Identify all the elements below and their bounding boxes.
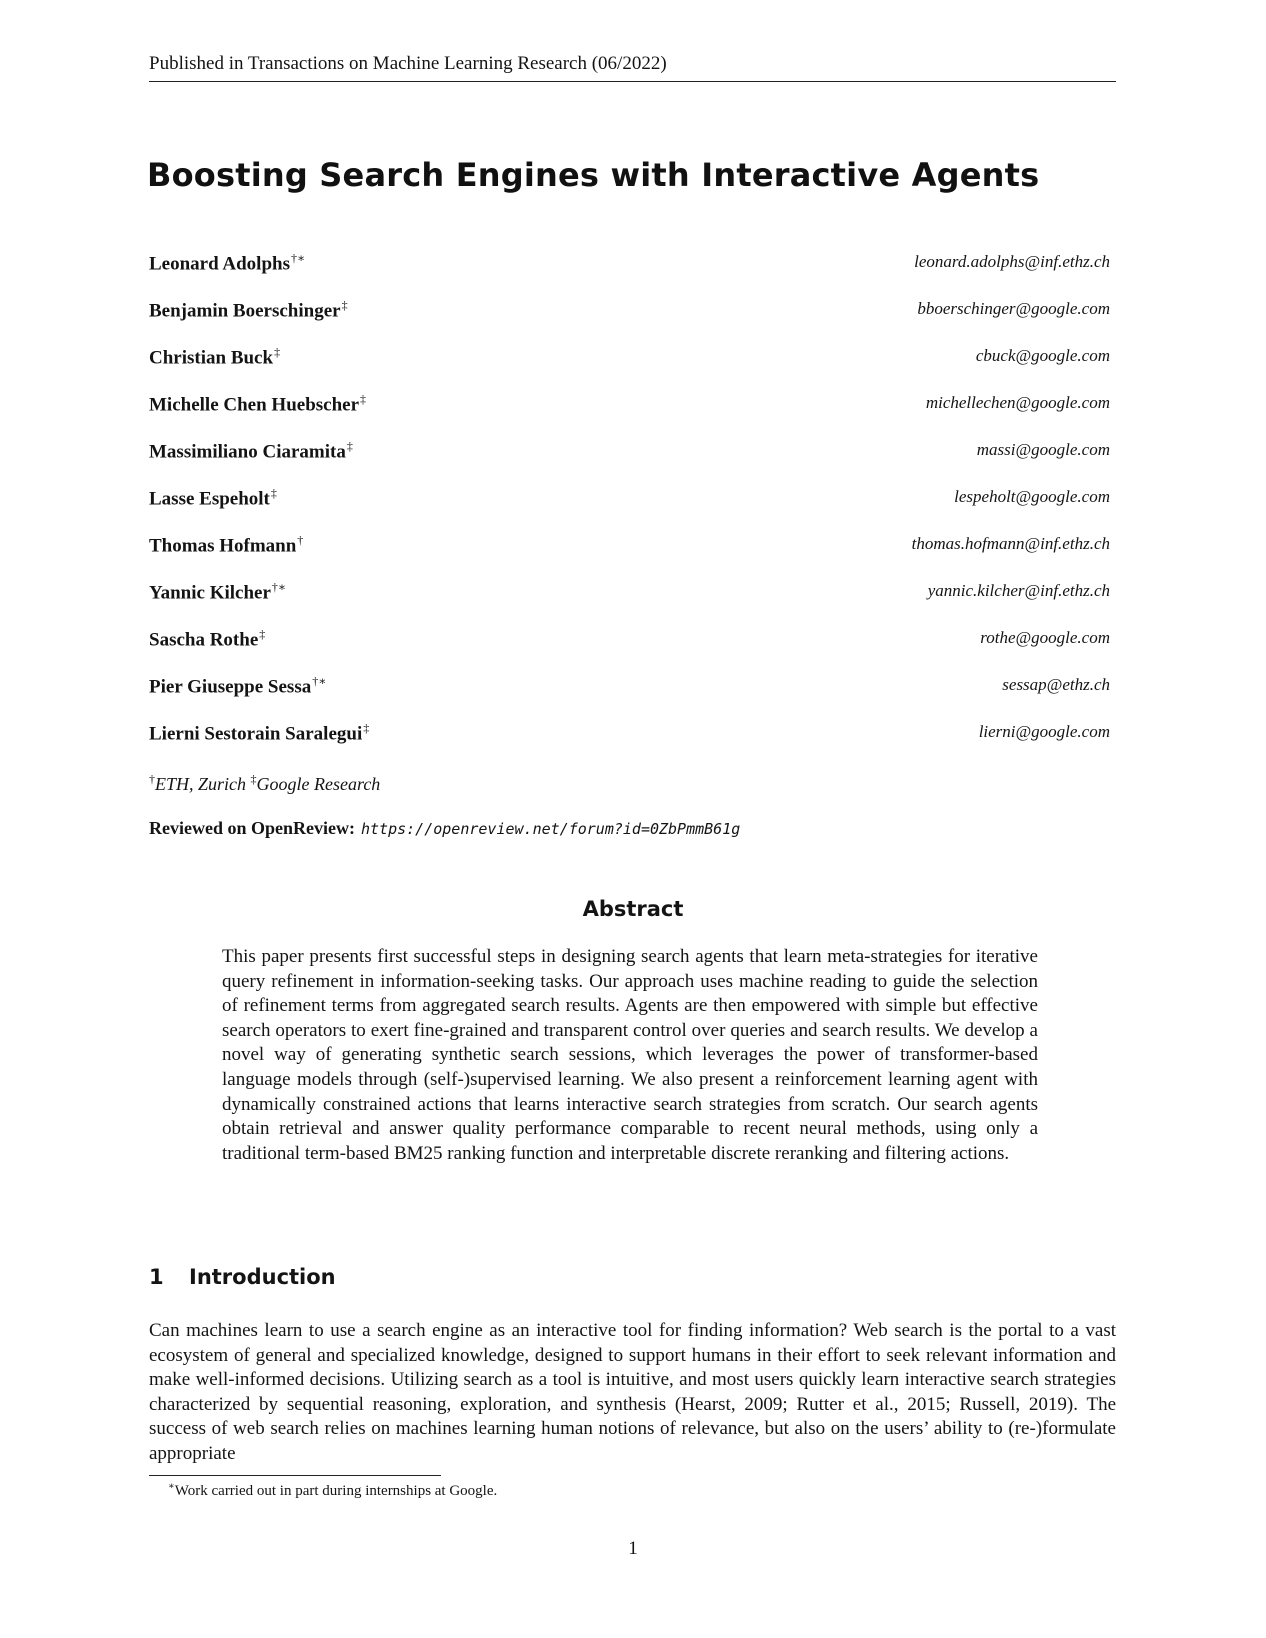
author-list [149, 251, 1116, 768]
footnote-mark: ∗ [168, 1481, 175, 1492]
author-email: lespeholt@google.com [954, 487, 1110, 506]
author-name: Lierni Sestorain Saralegui‡ [149, 721, 370, 745]
author-row [149, 627, 1116, 674]
author-row [149, 486, 1116, 533]
author-name: Yannic Kilcher†∗ [149, 580, 287, 604]
author-name: Pier Giuseppe Sessa†∗ [149, 674, 327, 698]
page-number: 1 [628, 1538, 638, 1559]
affiliation-mark: ‡ [259, 627, 266, 641]
author-row [149, 392, 1116, 439]
author-row [149, 721, 1116, 768]
author-row [149, 298, 1116, 345]
affiliation-mark: ‡ [274, 345, 281, 359]
affiliation-mark: ‡ [363, 721, 370, 735]
author-name: Thomas Hofmann† [149, 533, 304, 557]
author-email: rothe@google.com [980, 628, 1110, 647]
author-row [149, 674, 1116, 721]
author-email: leonard.adolphs@inf.ethz.ch [914, 252, 1110, 271]
affiliation-mark: †∗ [312, 674, 327, 688]
author-name: Michelle Chen Huebscher‡ [149, 392, 367, 416]
author-email: massi@google.com [976, 440, 1110, 459]
footnote [168, 1481, 497, 1500]
author-email: cbuck@google.com [975, 346, 1110, 365]
section-title: Introduction [189, 1265, 336, 1289]
author-email: thomas.hofmann@inf.ethz.ch [911, 534, 1110, 553]
author-email: yannic.kilcher@inf.ethz.ch [927, 581, 1110, 600]
author-name: Massimiliano Ciaramita‡ [149, 439, 353, 463]
affiliation-mark: ‡ [341, 298, 348, 312]
footnote-text: Work carried out in part during internships at Google. [174, 1483, 498, 1499]
affiliation-mark: ‡ [360, 392, 367, 406]
author-email: bboerschinger@google.com [917, 299, 1110, 318]
author-row [149, 345, 1116, 392]
review-info [149, 818, 740, 839]
affiliation-mark: ‡ [270, 486, 277, 500]
affiliation-mark: †∗ [271, 580, 287, 594]
abstract-body: This paper presents first successful steps in designing search agents that learn meta-strategies for iterative query refinement in information-seeking tasks. Our approach uses machine reading to guide the selection of refinement terms from aggregated search results. Agents are then empowered with simple but effective search operators to exert fine-grained and transparent control over queries and search results. We develop a novel way of generating synthetic search sessions, which leverages the power of transformer-based language models through (self-)supervised learning. We also present a reinforcement learning agent with dynamically constrained actions that learns interactive search strategies from scratch. Our search agents obtain retrieval and answer quality performance comparable to recent neural methods, using only a traditional term-based BM25 ranking function and interpretable discrete reranking and filtering actions. [222, 946, 1038, 1164]
author-row [149, 439, 1116, 486]
author-name: Christian Buck‡ [149, 345, 281, 369]
author-name: Leonard Adolphs†∗ [149, 251, 306, 275]
paper-title: Boosting Search Engines with Interactive Agents [147, 156, 1040, 194]
affiliation-mark: †∗ [290, 251, 306, 265]
author-email: lierni@google.com [978, 722, 1110, 741]
author-name: Benjamin Boerschinger‡ [149, 298, 348, 322]
affiliations [149, 772, 380, 795]
introduction-body: Can machines learn to use a search engine as an interactive tool for finding information? Web search is the portal to a vast ecosystem of general and specialized knowledge, designed to support humans in their effort to seek relevant information and make well-informed decisions. Utilizing search as a tool is intuitive, and most users quickly learn interactive search strategies characterized by sequential reasoning, exploration, and synthesis (Hearst, 2009; Rutter et al., 2015; Russell, 2019). The success of web search relies on machines learning human notions of relevance, but also on the users’ ability to (re-)formulate appropriate [149, 1320, 1116, 1464]
running-head: Published in Transactions on Machine Learning Research (06/2022) [149, 53, 1116, 82]
openreview-link[interactable]: https://openreview.net/forum?id=0ZbPmmB61g [360, 820, 741, 838]
author-name: Lasse Espeholt‡ [149, 486, 277, 510]
section-heading [149, 1265, 336, 1289]
affiliation-eth: ETH, Zurich [155, 774, 247, 794]
author-row [149, 251, 1116, 298]
affiliation-mark: ‡ [346, 439, 353, 453]
abstract-heading: Abstract [582, 897, 684, 921]
author-name: Sascha Rothe‡ [149, 627, 266, 651]
affiliation-mark: † [149, 772, 155, 786]
affiliation-mark: † [297, 533, 304, 547]
author-email: michellechen@google.com [925, 393, 1110, 412]
affiliation-mark: ‡ [250, 772, 257, 786]
footnote-rule [149, 1475, 441, 1476]
author-row [149, 580, 1116, 627]
author-row [149, 533, 1116, 580]
affiliation-google: Google Research [256, 774, 381, 794]
author-email: sessap@ethz.ch [1002, 675, 1110, 694]
review-label: Reviewed on OpenReview: [149, 818, 355, 838]
section-number: 1 [149, 1265, 164, 1289]
